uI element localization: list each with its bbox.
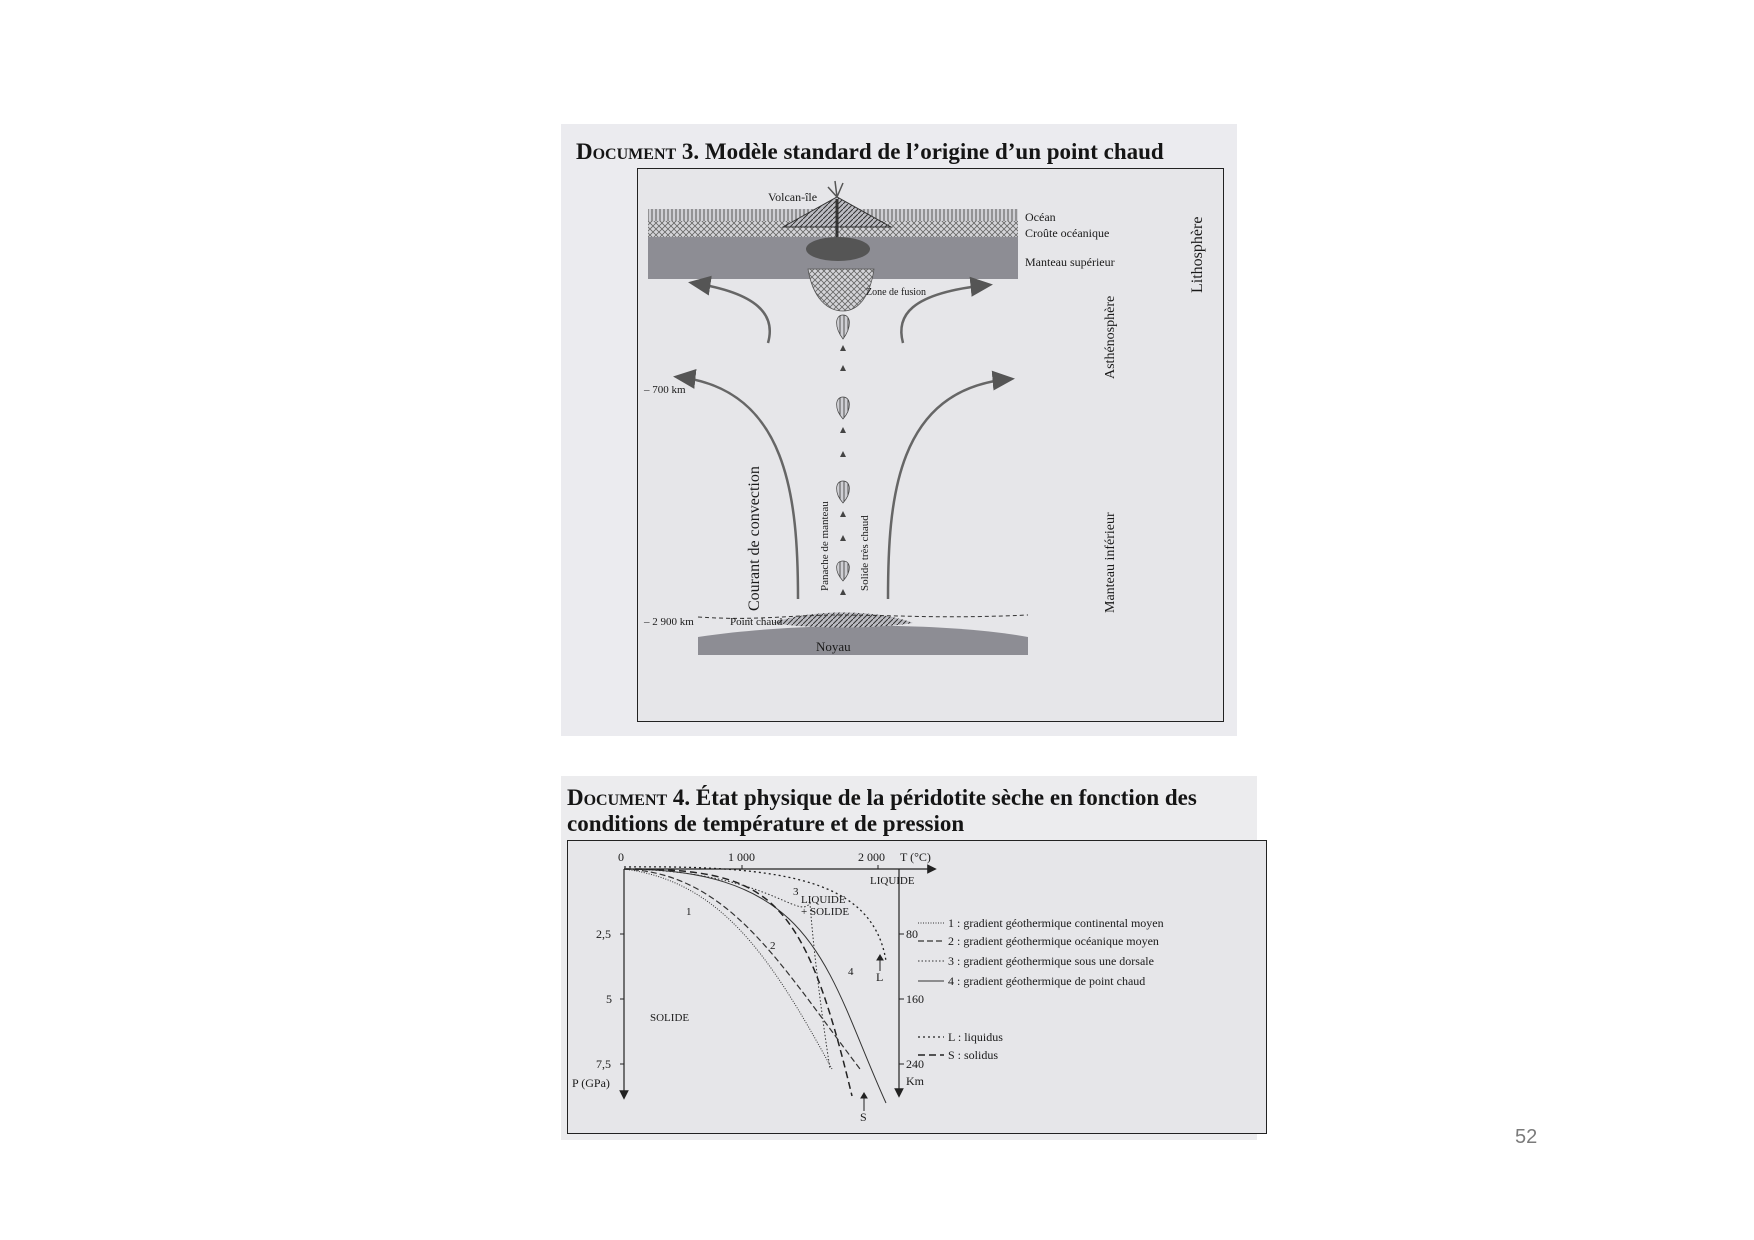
plume-arrows [840,345,846,595]
label-asthenosphere: Asthénosphère [1103,295,1118,379]
label-solide-tres-chaud: Solide très chaud [859,515,871,591]
page-number: 52 [1515,1126,1538,1148]
tick-t2000: 2 000 [858,850,885,864]
legend-solidus: S : solidus [948,1048,999,1062]
tick-d240: 240 [906,1057,924,1071]
label-courant-convection: Courant de convection [746,466,763,611]
tick-t0: 0 [618,850,624,864]
label-liquide-solide-2: + SOLIDE [801,906,850,918]
fusion-zone [808,269,874,311]
depth-unit: Km [906,1074,924,1088]
label-volcan-ile: Volcan-île [768,190,818,204]
label-depth-2900: – 2 900 km [644,616,694,628]
tick-t1000: 1 000 [728,850,755,864]
label-depth-700: – 700 km [644,384,686,396]
label-liquide: LIQUIDE [870,875,915,887]
label-ocean: Océan [1025,210,1056,224]
axis-ticks [620,865,904,1064]
label-curve-2: 2 [770,940,776,952]
legend [918,916,1164,1062]
marker-S: S [860,1110,867,1124]
peridotite-state-diagram [568,841,1268,1135]
marker-L: L [876,970,884,984]
tick-p25: 2,5 [596,927,611,941]
label-manteau-superieur: Manteau supérieur [1025,255,1115,269]
tick-p75: 7,5 [596,1057,611,1071]
document-3-label: Document 3. [576,139,700,164]
label-panache: Panache de manteau [819,501,831,591]
label-curve-4: 4 [848,966,854,978]
label-manteau-inferieur: Manteau inférieur [1103,512,1118,613]
hot-spot-source [773,613,913,628]
eruption-plume [828,181,843,197]
document-4-title-line2: conditions de température et de pression [567,811,965,836]
label-liquide-solide-1: LIQUIDE [801,894,846,906]
tick-d80: 80 [906,927,918,941]
core [698,626,1028,655]
document-3-scan [561,124,1237,736]
document-4-title-line1 [567,784,1197,811]
curve-4-hot-spot [624,869,886,1103]
legend-g4: 4 : gradient géothermique de point chaud [948,974,1146,988]
document-4-label: Document 4. [567,785,691,810]
legend-g2: 2 : gradient géothermique océanique moyen [948,934,1159,948]
legend-g3: 3 : gradient géothermique sous une dorsale [948,954,1154,968]
document-4-title-text-1: État physique de la péridotite sèche en fonction des [695,785,1197,810]
hot-spot-diagram [638,169,1225,723]
document-3-title [576,138,1164,165]
label-curve-3: 3 [793,886,799,898]
hot-spot-diagram-frame [637,168,1224,722]
label-croute: Croûte océanique [1025,226,1110,240]
legend-liquidus: L : liquidus [948,1030,1003,1044]
temperature-unit: T (°C) [900,850,931,864]
label-zone-fusion: Zone de fusion [866,287,926,298]
label-lithosphere: Lithosphère [1189,216,1206,293]
label-solide: SOLIDE [650,1012,690,1024]
tick-p5: 5 [606,992,612,1006]
peridotite-diagram-frame [567,840,1267,1134]
pressure-unit: P (GPa) [572,1076,610,1090]
document-4-scan [561,776,1257,1140]
document-3-title-text: Modèle standard de l’origine d’un point chaud [704,139,1164,164]
plume-blobs [837,315,850,581]
magma-chamber [806,237,870,261]
curve-3-ridge [624,869,830,1069]
label-noyau: Noyau [816,639,851,654]
legend-g1: 1 : gradient géothermique continental moyen [948,916,1164,930]
label-curve-1: 1 [686,906,692,918]
label-point-chaud: Point chaud [730,616,783,628]
tick-d160: 160 [906,992,924,1006]
